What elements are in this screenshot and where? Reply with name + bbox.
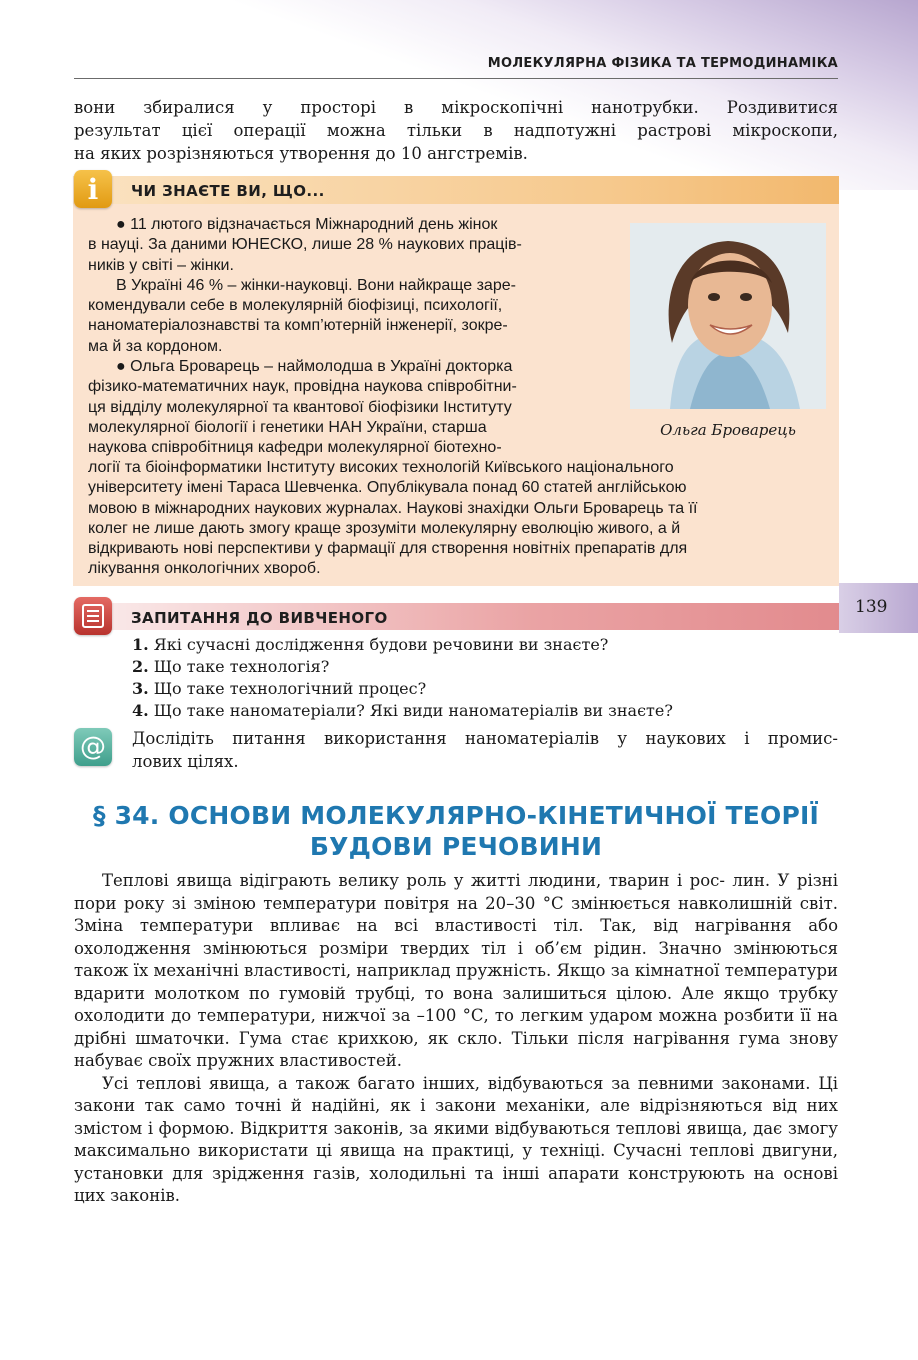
question-text: Які сучасні дослідження будови речовини ви знаєте?	[153, 635, 609, 654]
info-line: фізико-математичних наук, провідна наукова співробітни-	[88, 378, 517, 396]
info-line: ників у світі – жінки.	[88, 256, 234, 274]
question-item	[132, 656, 832, 678]
info-line: колег не лише дають змогу краще зрозуміти молекулярну еволюцію живого, а й	[88, 519, 681, 537]
portrait-photo	[630, 223, 826, 409]
question-number: 2.	[132, 657, 149, 676]
questions-title: ЗАПИТАННЯ ДО ВИВЧЕНОГО	[131, 609, 388, 627]
question-item	[132, 678, 832, 700]
portrait-illustration	[630, 223, 826, 409]
header-rule	[74, 78, 838, 79]
running-header: МОЛЕКУЛЯРНА ФІЗИКА ТА ТЕРМОДИНАМІКА	[487, 56, 838, 71]
info-text-narrow	[88, 215, 608, 459]
info-line: ця відділу молекулярної та квантової біофізики Інституту	[88, 398, 512, 416]
intro-line: результат цієї операції можна тільки в надпотужні растрові мікроскопи,	[74, 121, 838, 140]
question-number: 1.	[132, 635, 149, 654]
questions-list	[132, 634, 832, 722]
research-line: лових цілях.	[132, 752, 239, 771]
section-title	[74, 800, 838, 862]
question-number: 4.	[132, 701, 149, 720]
list-icon	[74, 597, 112, 635]
section-title-line1: § 34. ОСНОВИ МОЛЕКУЛЯРНО-КІНЕТИЧНОЇ ТЕОРІЇ	[92, 801, 820, 830]
body-paragraph: Усі теплові явища, а також багато інших, відбуваються за певними законами. Ці закони так само точні й надійні, як і закони механіки, але відрізняються від них змістом і формою. Відкриття законів, за якими відбуваються теплові явища, дає змогу максимально використати ці явища на практиці, у техніці. Сучасні теплові двигуни, установки для зрідження газів, холодильні та інші апарати конструюють на основі цих законів.	[74, 1073, 838, 1205]
info-line: в науці. За даними ЮНЕСКО, лише 28 % наукових працiв-	[88, 236, 522, 254]
question-number: 3.	[132, 679, 149, 698]
info-line: логії та біоінформатики Інституту високих технологій Київського національного	[88, 459, 674, 476]
intro-line: вони збиралися у просторі в мікроскопічні нанотрубки. Роздивитися	[74, 98, 838, 117]
photo-caption: Ольга Броварець	[660, 421, 796, 439]
info-text-wide	[88, 458, 828, 580]
info-icon: i	[74, 170, 112, 208]
info-line: мовою в міжнародних наукових журналах. Наукові знахідки Ольги Броварець та її	[88, 499, 698, 517]
section-title-line2: БУДОВИ РЕЧОВИНИ	[309, 832, 603, 861]
info-line: ма й за кордоном.	[88, 337, 223, 355]
info-line: В Україні 46 % – жінки-науковці. Вони найкраще заре-	[116, 276, 516, 294]
info-box-title: ЧИ ЗНАЄТЕ ВИ, ЩО...	[131, 182, 325, 200]
intro-paragraph	[74, 96, 838, 165]
section-body	[74, 870, 838, 1208]
question-text: Що таке технологія?	[153, 657, 330, 676]
question-text: Що таке технологічний процес?	[153, 679, 427, 698]
info-line: університету імені Тараса Шевченка. Опублікувала понад 60 статей англійською	[88, 479, 687, 497]
info-line: ● 11 лютого відзначається Міжнародний день жінок	[116, 216, 498, 233]
info-line: комендували себе в молекулярній біофізиці, психології,	[88, 297, 503, 315]
question-item	[132, 634, 832, 656]
info-line: відкривають нові перспективи у фармації для створення новітніх препаратів для	[88, 540, 688, 558]
info-line: ● Ольга Броварець – наймолодша в Україні докторка	[116, 358, 513, 376]
research-task	[132, 727, 838, 773]
question-text: Що таке наноматеріали? Які види наноматеріалів ви знаєте?	[153, 701, 673, 720]
page-number: 139	[855, 597, 888, 617]
intro-line: на яких розрізняються утворення до 10 ангстремів.	[74, 144, 528, 163]
question-item	[132, 700, 832, 722]
body-paragraph: Теплові явища відіграють велику роль у житті людини, тварин і рос- лин. У різні пори року зі зміною температури повітря на 20–30 °С змінюється навколишній світ. Зміна температури впливає на всі властивості тіл. Так, від нагрівання або охолодження змінюються розміри твердих тіл і об’єм рідин. Значно змінюються також їх механічні властивості, наприклад пружність. Якщо за кімнатної температури вдарити молотком по гумовій трубці, то вона залишиться цілою. Але якщо трубку охолодити до температури, нижчої за –100 °С, то легким ударом можна розбити її на дрібні шматочки. Гума стає крихкою, як скло. Тільки після нагрівання гума знову набуває своїх пружних властивостей.	[74, 871, 838, 1070]
at-icon: @	[74, 728, 112, 766]
research-line: Дослідіть питання використання наноматеріалів у наукових і промис-	[132, 729, 838, 748]
info-line: молекулярної біології і генетики НАН України, старша	[88, 418, 487, 436]
info-line: наноматеріалознавстві та комп’ютерній інженерії, зокре-	[88, 317, 508, 335]
info-line: наукова співробітниця кафедри молекулярної біотехно-	[88, 439, 502, 457]
info-line: лікування онкологічних хвороб.	[88, 560, 321, 578]
